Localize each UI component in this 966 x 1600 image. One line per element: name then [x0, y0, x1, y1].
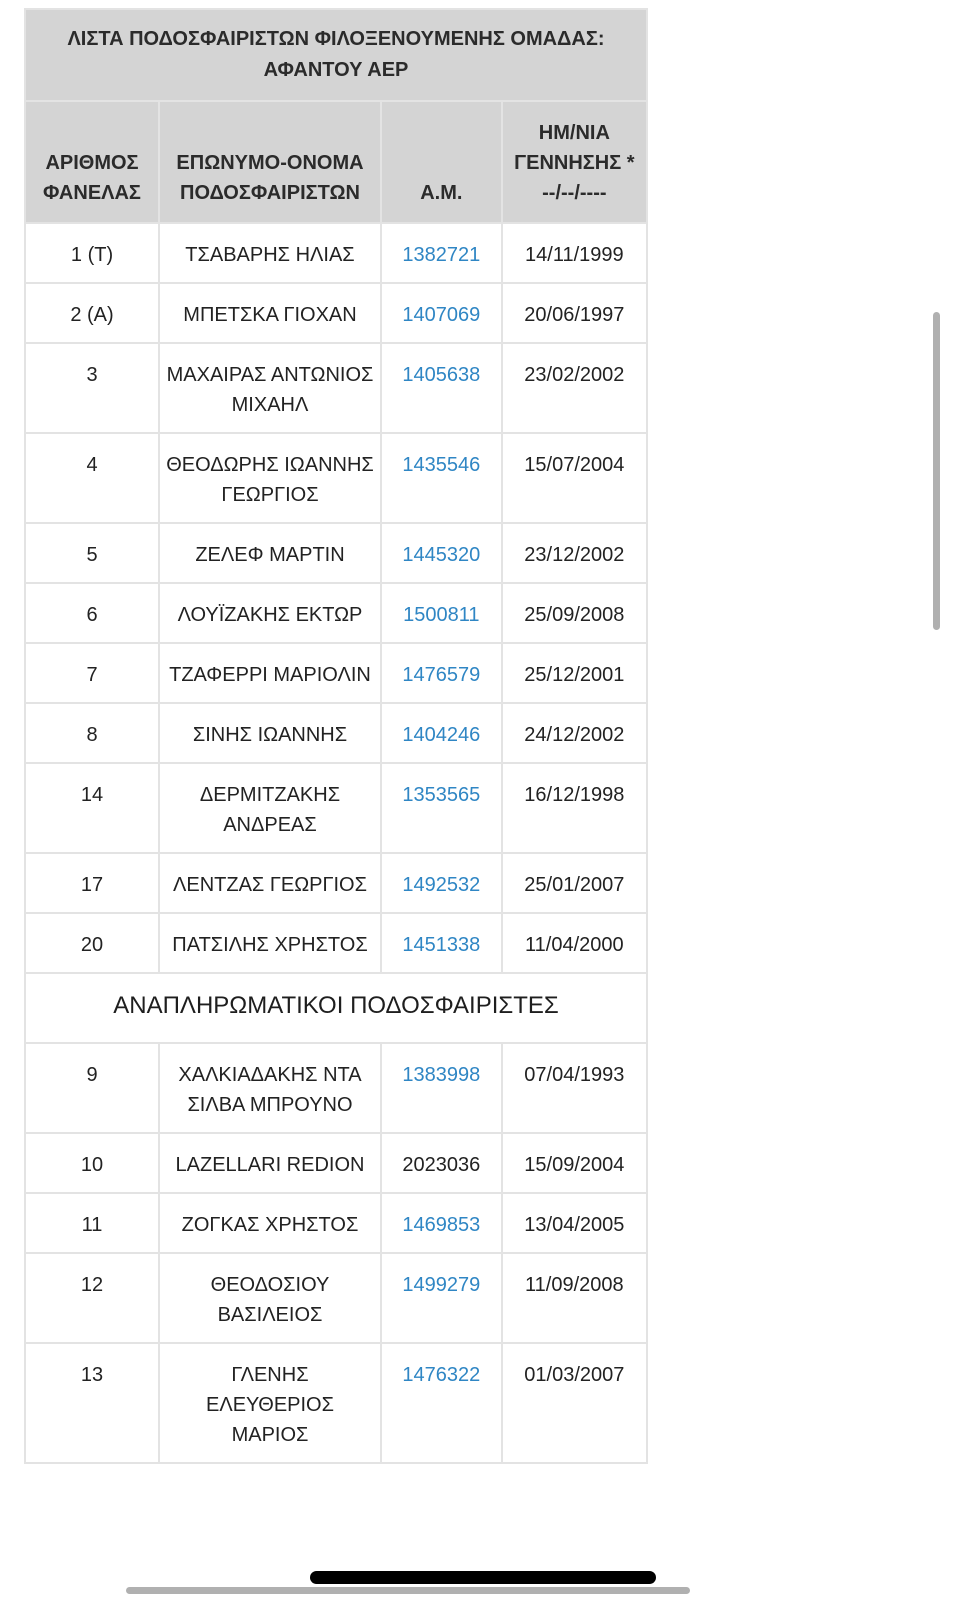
jersey-number-cell: 6 — [25, 583, 159, 643]
birth-date-cell: 24/12/2002 — [502, 703, 647, 763]
registration-number-link[interactable]: 1500811 — [381, 583, 502, 643]
registration-number-link[interactable]: 1405638 — [381, 343, 502, 433]
registration-number-link[interactable]: 1407069 — [381, 283, 502, 343]
table-title: ΛΙΣΤΑ ΠΟΔΟΣΦΑΙΡΙΣΤΩΝ ΦΙΛΟΞΕΝΟΥΜΕΝΗΣ ΟΜΑΔΑΣ: ΑΦΑΝΤΟΥ ΑΕΡ — [25, 9, 647, 101]
player-name-header: ΕΠΩΝΥΜΟ-ΟΝΟΜΑ ΠΟΔΟΣΦΑΙΡΙΣΤΩΝ — [159, 101, 381, 223]
player-name-cell: ΖΟΓΚΑΣ ΧΡΗΣΤΟΣ — [159, 1193, 381, 1253]
table-row — [25, 343, 647, 433]
birth-date-cell: 25/09/2008 — [502, 583, 647, 643]
registration-number-link[interactable]: 1476322 — [381, 1343, 502, 1463]
jersey-number-cell: 10 — [25, 1133, 159, 1193]
jersey-number-cell: 17 — [25, 853, 159, 913]
table-row — [25, 913, 647, 973]
table-row — [25, 703, 647, 763]
jersey-number-cell: 3 — [25, 343, 159, 433]
substitutes-section-row — [25, 973, 647, 1043]
player-name-cell: ΔΕΡΜΙΤΖΑΚΗΣ ΑΝΔΡΕΑΣ — [159, 763, 381, 853]
player-name-cell: ΤΣΑΒΑΡΗΣ ΗΛΙΑΣ — [159, 223, 381, 283]
table-title-row — [25, 9, 647, 101]
jersey-number-cell: 7 — [25, 643, 159, 703]
player-name-cell: ΘΕΟΔΩΡΗΣ ΙΩΑΝΝΗΣ ΓΕΩΡΓΙΟΣ — [159, 433, 381, 523]
registration-number-link[interactable]: 1445320 — [381, 523, 502, 583]
table-row — [25, 523, 647, 583]
jersey-number-cell: 4 — [25, 433, 159, 523]
birth-date-cell: 23/12/2002 — [502, 523, 647, 583]
jersey-number-cell: 1 (Τ) — [25, 223, 159, 283]
registration-number-link[interactable]: 1469853 — [381, 1193, 502, 1253]
birth-date-cell: 11/04/2000 — [502, 913, 647, 973]
birth-date-cell: 11/09/2008 — [502, 1253, 647, 1343]
substitutes-list — [25, 1043, 647, 1463]
registration-number-link[interactable]: 1383998 — [381, 1043, 502, 1133]
player-name-cell: ΜΑΧΑΙΡΑΣ ΑΝΤΩΝΙΟΣ ΜΙΧΑΗΛ — [159, 343, 381, 433]
jersey-number-cell: 20 — [25, 913, 159, 973]
jersey-number-cell: 12 — [25, 1253, 159, 1343]
player-name-cell: ΓΛΕΝΗΣ ΕΛΕΥΘΕΡΙΟΣ ΜΑΡΙΟΣ — [159, 1343, 381, 1463]
vertical-scrollbar[interactable] — [933, 312, 940, 630]
table-row — [25, 643, 647, 703]
away-team-roster-table — [24, 8, 648, 1464]
birth-date-cell: 01/03/2007 — [502, 1343, 647, 1463]
birth-date-cell: 25/12/2001 — [502, 643, 647, 703]
table-row — [25, 1043, 647, 1133]
player-name-cell: ΘΕΟΔΟΣΙΟΥ ΒΑΣΙΛΕΙΟΣ — [159, 1253, 381, 1343]
registration-number-link[interactable]: 1492532 — [381, 853, 502, 913]
registration-number-link[interactable]: 1353565 — [381, 763, 502, 853]
registration-number-link[interactable]: 1404246 — [381, 703, 502, 763]
roster-table-container — [24, 8, 648, 1464]
birth-date-cell: 07/04/1993 — [502, 1043, 647, 1133]
table-row — [25, 223, 647, 283]
table-row — [25, 583, 647, 643]
player-name-cell: ΧΑΛΚΙΑΔΑΚΗΣ ΝΤΑ ΣΙΛΒΑ ΜΠΡΟΥΝΟ — [159, 1043, 381, 1133]
registration-number-header: Α.Μ. — [381, 101, 502, 223]
registration-number-link[interactable]: 1476579 — [381, 643, 502, 703]
jersey-number-header: ΑΡΙΘΜΟΣ ΦΑΝΕΛΑΣ — [25, 101, 159, 223]
player-name-cell: ΛΟΥΪΖΑΚΗΣ ΕΚΤΩΡ — [159, 583, 381, 643]
jersey-number-cell: 5 — [25, 523, 159, 583]
jersey-number-cell: 8 — [25, 703, 159, 763]
jersey-number-cell: 9 — [25, 1043, 159, 1133]
home-indicator-bar[interactable] — [310, 1571, 656, 1584]
birth-date-cell: 25/01/2007 — [502, 853, 647, 913]
player-name-cell: ΠΑΤΣΙΛΗΣ ΧΡΗΣΤΟΣ — [159, 913, 381, 973]
substitutes-section-title: ΑΝΑΠΛΗΡΩΜΑΤΙΚΟΙ ΠΟΔΟΣΦΑΙΡΙΣΤΕΣ — [25, 973, 647, 1043]
table-row — [25, 763, 647, 853]
birth-date-cell: 20/06/1997 — [502, 283, 647, 343]
registration-number-link: 2023036 — [381, 1133, 502, 1193]
registration-number-link[interactable]: 1382721 — [381, 223, 502, 283]
starters-list — [25, 223, 647, 973]
player-name-cell: ΣΙΝΗΣ ΙΩΑΝΝΗΣ — [159, 703, 381, 763]
registration-number-link[interactable]: 1499279 — [381, 1253, 502, 1343]
jersey-number-cell: 14 — [25, 763, 159, 853]
player-name-cell: ΤΖΑΦΕΡΡΙ ΜΑΡΙΟΛΙΝ — [159, 643, 381, 703]
column-header-row — [25, 101, 647, 223]
birth-date-cell: 14/11/1999 — [502, 223, 647, 283]
player-name-cell: ΛΕΝΤΖΑΣ ΓΕΩΡΓΙΟΣ — [159, 853, 381, 913]
jersey-number-cell: 2 (Α) — [25, 283, 159, 343]
player-name-cell: ΜΠΕΤΣΚΑ ΓΙΟΧΑΝ — [159, 283, 381, 343]
table-row — [25, 1193, 647, 1253]
table-row — [25, 1253, 647, 1343]
jersey-number-cell: 13 — [25, 1343, 159, 1463]
table-row — [25, 283, 647, 343]
registration-number-link[interactable]: 1435546 — [381, 433, 502, 523]
table-row — [25, 433, 647, 523]
birth-date-cell: 15/09/2004 — [502, 1133, 647, 1193]
jersey-number-cell: 11 — [25, 1193, 159, 1253]
horizontal-scrollbar[interactable] — [126, 1587, 690, 1594]
birth-date-header: ΗΜ/ΝΙΑ ΓΕΝΝΗΣΗΣ * --/--/---- — [502, 101, 647, 223]
registration-number-link[interactable]: 1451338 — [381, 913, 502, 973]
birth-date-cell: 16/12/1998 — [502, 763, 647, 853]
birth-date-cell: 23/02/2002 — [502, 343, 647, 433]
player-name-cell: ΖΕΛΕΦ ΜΑΡΤΙΝ — [159, 523, 381, 583]
table-row — [25, 1343, 647, 1463]
table-row — [25, 853, 647, 913]
player-name-cell: LAZELLARI REDION — [159, 1133, 381, 1193]
birth-date-cell: 13/04/2005 — [502, 1193, 647, 1253]
birth-date-cell: 15/07/2004 — [502, 433, 647, 523]
table-row — [25, 1133, 647, 1193]
